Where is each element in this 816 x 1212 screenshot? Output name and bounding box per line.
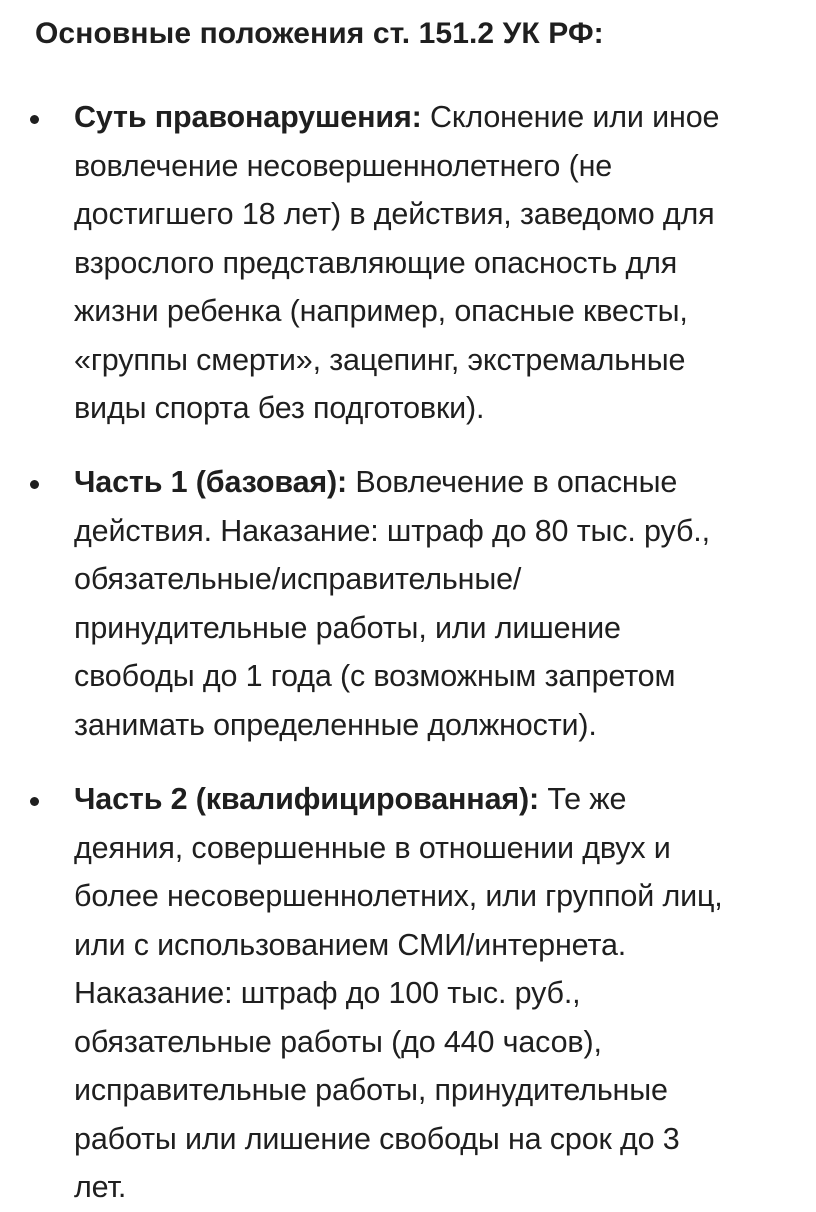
point-line: вовлечение несовершеннолетнего (не xyxy=(74,148,613,183)
point-text xyxy=(74,775,812,1212)
point-line: обязательные работы (до 440 часов), xyxy=(74,1024,602,1059)
point-text xyxy=(74,458,812,749)
point-title: Часть 1 (базовая): xyxy=(74,465,348,499)
point-line: принудительные работы, или лишение xyxy=(74,610,621,645)
point-line: достигшего 18 лет) в действия, заведомо для xyxy=(74,197,715,231)
point-line: свободы до 1 года (с возможным запретом xyxy=(74,659,676,693)
point-title: Часть 2 (квалифицированная): xyxy=(74,782,540,816)
point-line: действия. Наказание: штраф до 80 тыс. руб., xyxy=(74,513,710,548)
point-line: Вовлечение в опасные xyxy=(355,465,678,499)
point-text xyxy=(74,93,812,433)
point-line: взрослого представляющие опасность для xyxy=(74,245,678,280)
point-line: виды спорта без подготовки). xyxy=(74,391,485,425)
point-line: жизни ребенка (например, опасные квесты, xyxy=(74,294,688,328)
point-line: более несовершеннолетних, или группой лиц, xyxy=(74,879,723,913)
bullet-icon xyxy=(30,480,39,489)
point-line: Те же xyxy=(547,782,627,816)
document-heading: Основные положения ст. 151.2 УК РФ: xyxy=(35,17,604,50)
point-line: занимать определенные должности). xyxy=(74,707,597,742)
point-line: Склонение или иное xyxy=(429,100,720,134)
point-line: «группы смерти», зацепинг, экстремальные xyxy=(74,342,686,377)
point-title: Суть правонарушения: xyxy=(74,100,422,134)
point-line: Наказание: штраф до 100 тыс. руб., xyxy=(74,976,581,1010)
point-line: обязательные/исправительные/ xyxy=(74,562,522,596)
point-line: работы или лишение свободы на срок до 3 xyxy=(74,1121,680,1156)
bullet-icon xyxy=(30,797,39,806)
bullet-icon xyxy=(30,115,39,124)
point-line: исправительные работы, принудительные xyxy=(74,1073,668,1107)
point-line: или с использованием СМИ/интернета. xyxy=(74,927,627,962)
point-line: деяния, совершенные в отношении двух и xyxy=(74,830,671,865)
point-line: лет. xyxy=(74,1170,127,1204)
